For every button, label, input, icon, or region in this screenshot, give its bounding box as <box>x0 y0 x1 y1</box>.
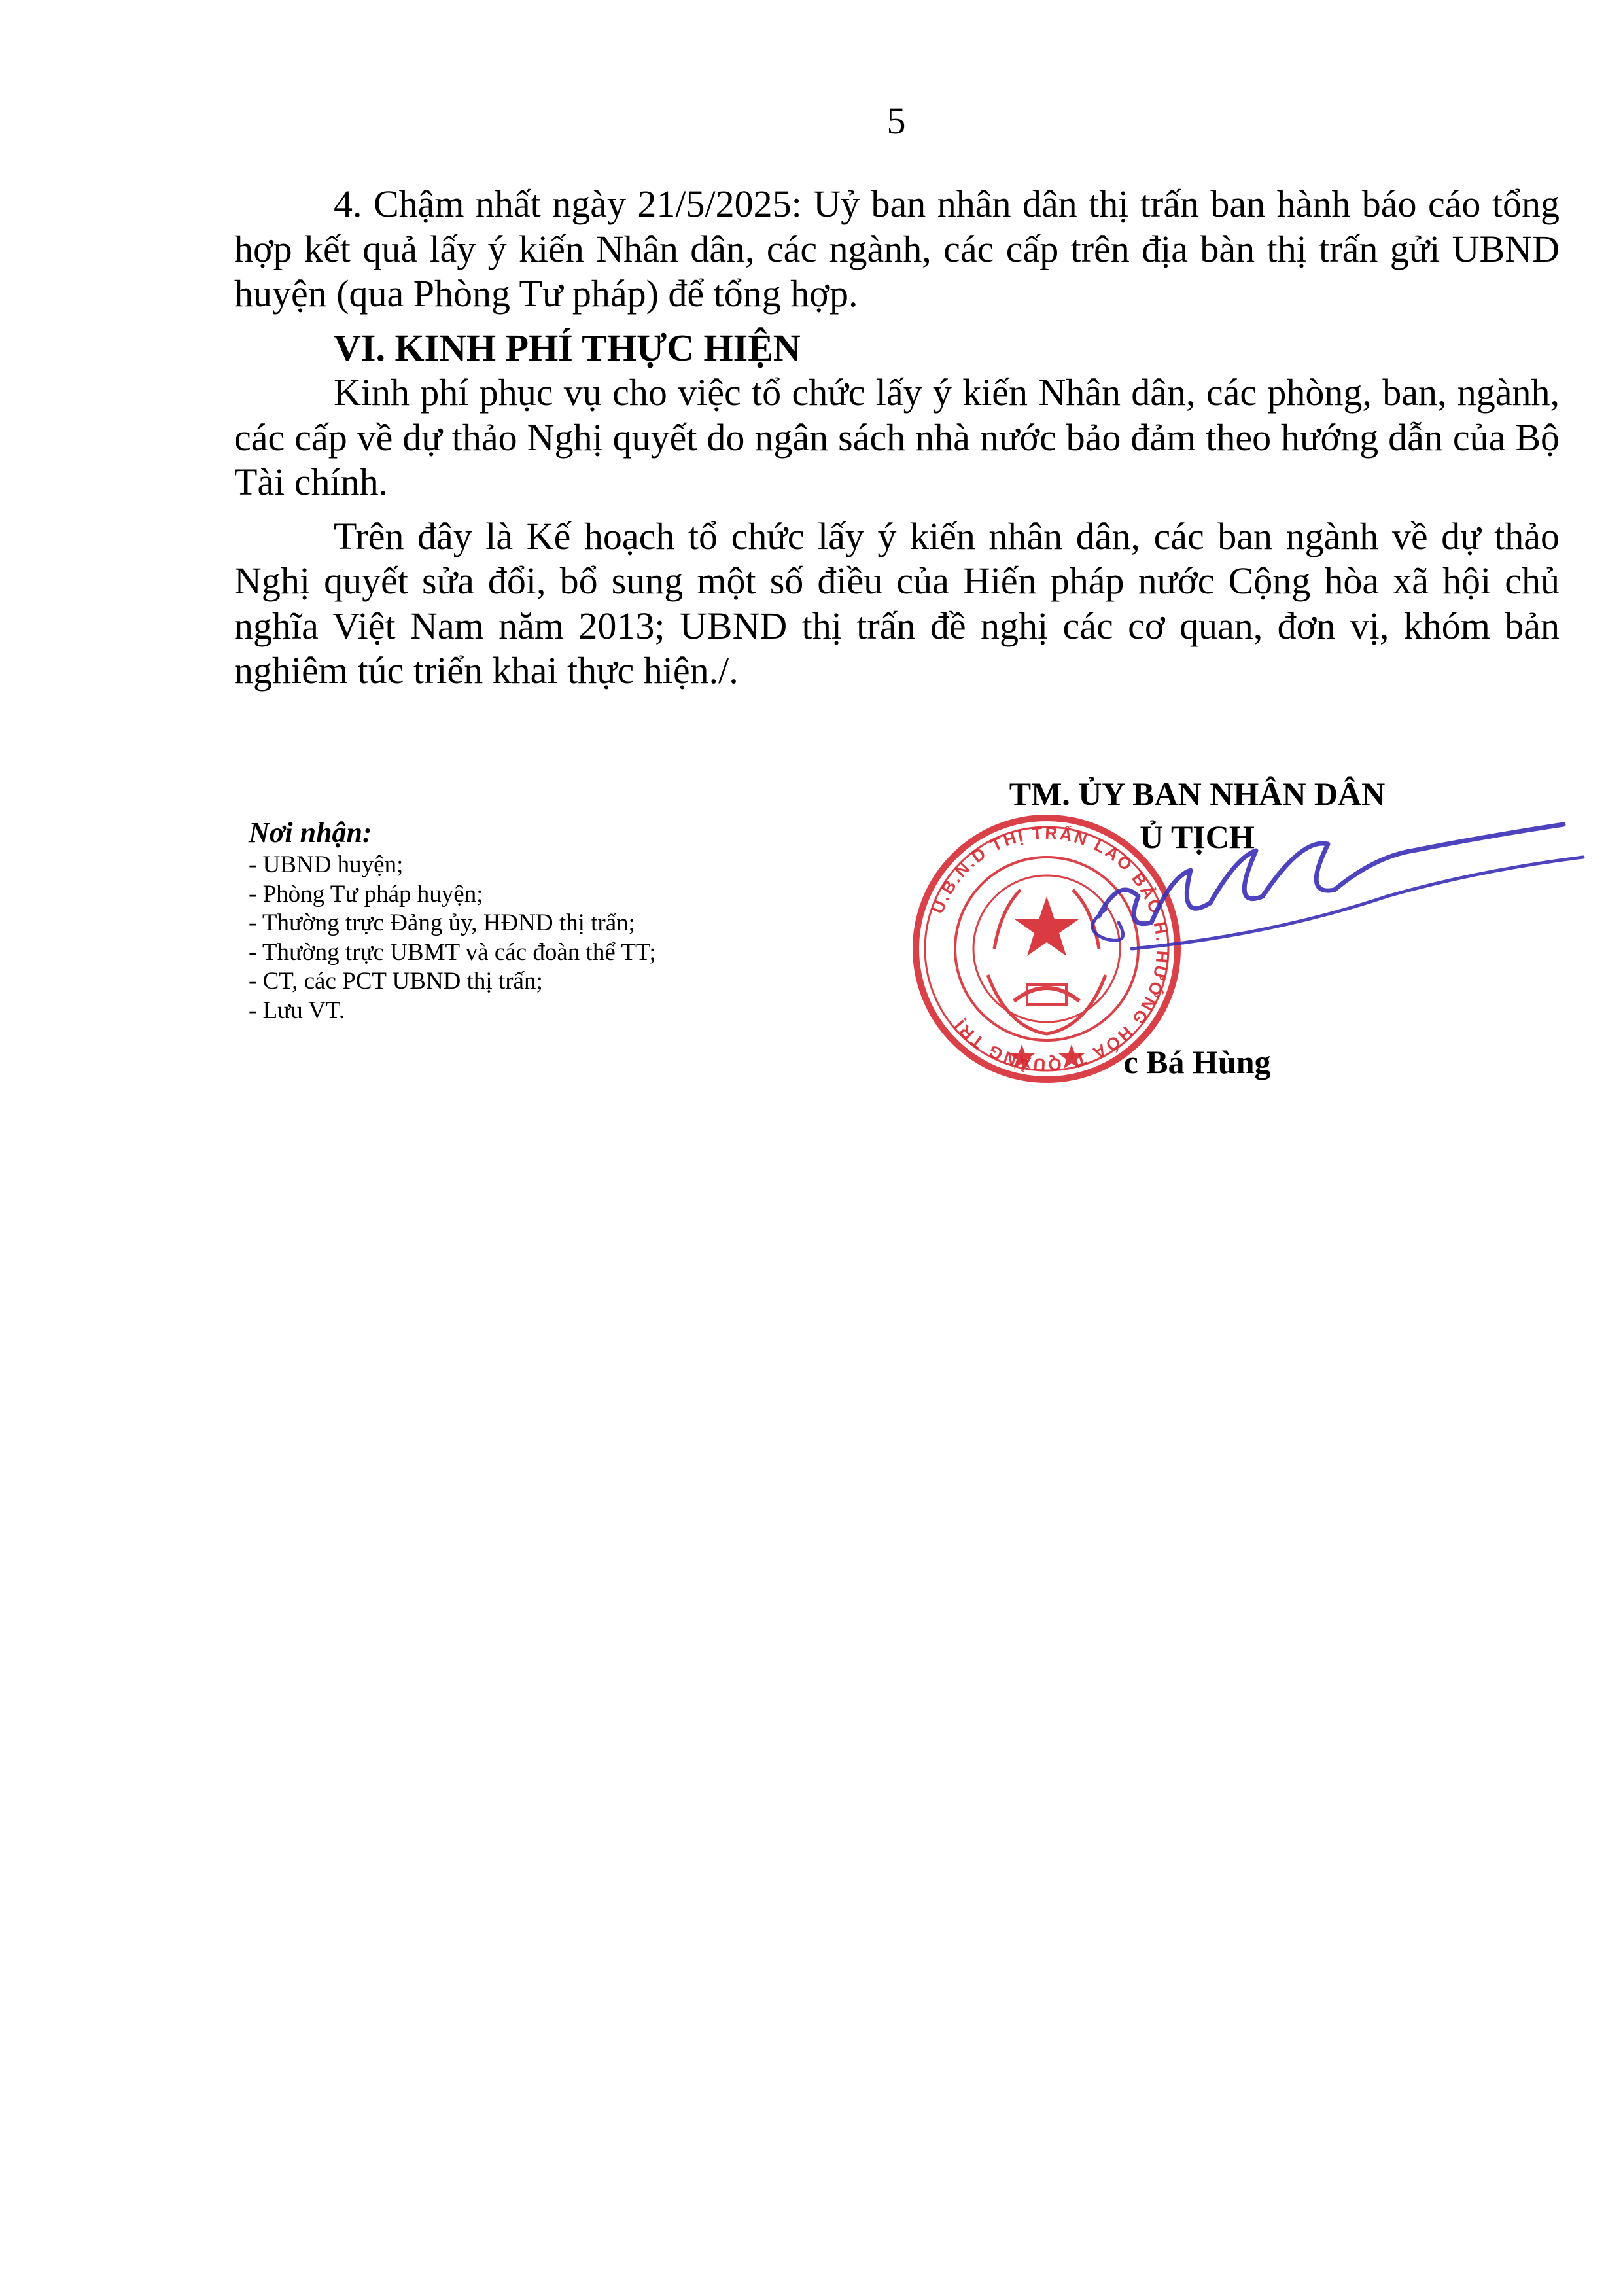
signer-title: Ủ TỊCH <box>1140 819 1255 855</box>
page-number: 5 <box>886 99 906 142</box>
document-body <box>234 182 1560 694</box>
signer-organization: TM. ỦY BAN NHÂN DÂN <box>1009 775 1386 812</box>
section-heading-funding: VI. KINH PHÍ THỰC HIỆN <box>334 326 801 369</box>
recipient-item: - Lưu VT. <box>249 997 345 1024</box>
recipient-item: - UBND huyện; <box>249 851 404 878</box>
recipient-item: - CT, các PCT UBND thị trấn; <box>249 968 543 995</box>
handwritten-signature-icon <box>1021 798 1609 995</box>
recipient-item: - Thường trực Đảng ủy, HĐND thị trấn; <box>249 910 635 937</box>
signer-name: c Bá Hùng <box>1123 1044 1271 1080</box>
recipients-title: Nơi nhận: <box>249 817 372 849</box>
recipient-item: - Thường trực UBMT và các đoàn thể TT; <box>249 938 656 966</box>
paragraph-closing: Trên đây là Kế hoạch tổ chức lấy ý kiến nhân dân, các ban ngành về dự thảo Nghị quyết sửa đổi, bổ sung một số điều của Hiến pháp nước Cộng hòa xã hội chủ nghĩa Việt Nam năm 2013; UBND thị trấn đề nghị các cơ quan, đơn vị, khóm bản nghiêm túc triển khai thực hiện./. <box>234 514 1560 692</box>
paragraph-deadline: 4. Chậm nhất ngày 21/5/2025: Uỷ ban nhân dân thị trấn ban hành báo cáo tổng hợp kết quả lấy ý kiến Nhân dân, các ngành, các cấp trên địa bàn thị trấn gửi UBND huyện (qua Phòng Tư pháp) để tổng hợp. <box>234 183 1560 315</box>
paragraph-funding: Kinh phí phục vụ cho việc tổ chức lấy ý kiến Nhân dân, các phòng, ban, ngành, các cấp về dự thảo Nghị quyết do ngân sách nhà nước bảo đảm theo hướng dẫn của Bộ Tài chính. <box>234 371 1560 503</box>
recipient-item: - Phòng Tư pháp huyện; <box>249 880 483 908</box>
seal-text: U.B.N.D THỊ TRẤN LAO BẢO H. HƯỚNG HÓA T. QUẢNG TRỊ <box>927 822 1173 1075</box>
recipients-block <box>249 815 656 1026</box>
